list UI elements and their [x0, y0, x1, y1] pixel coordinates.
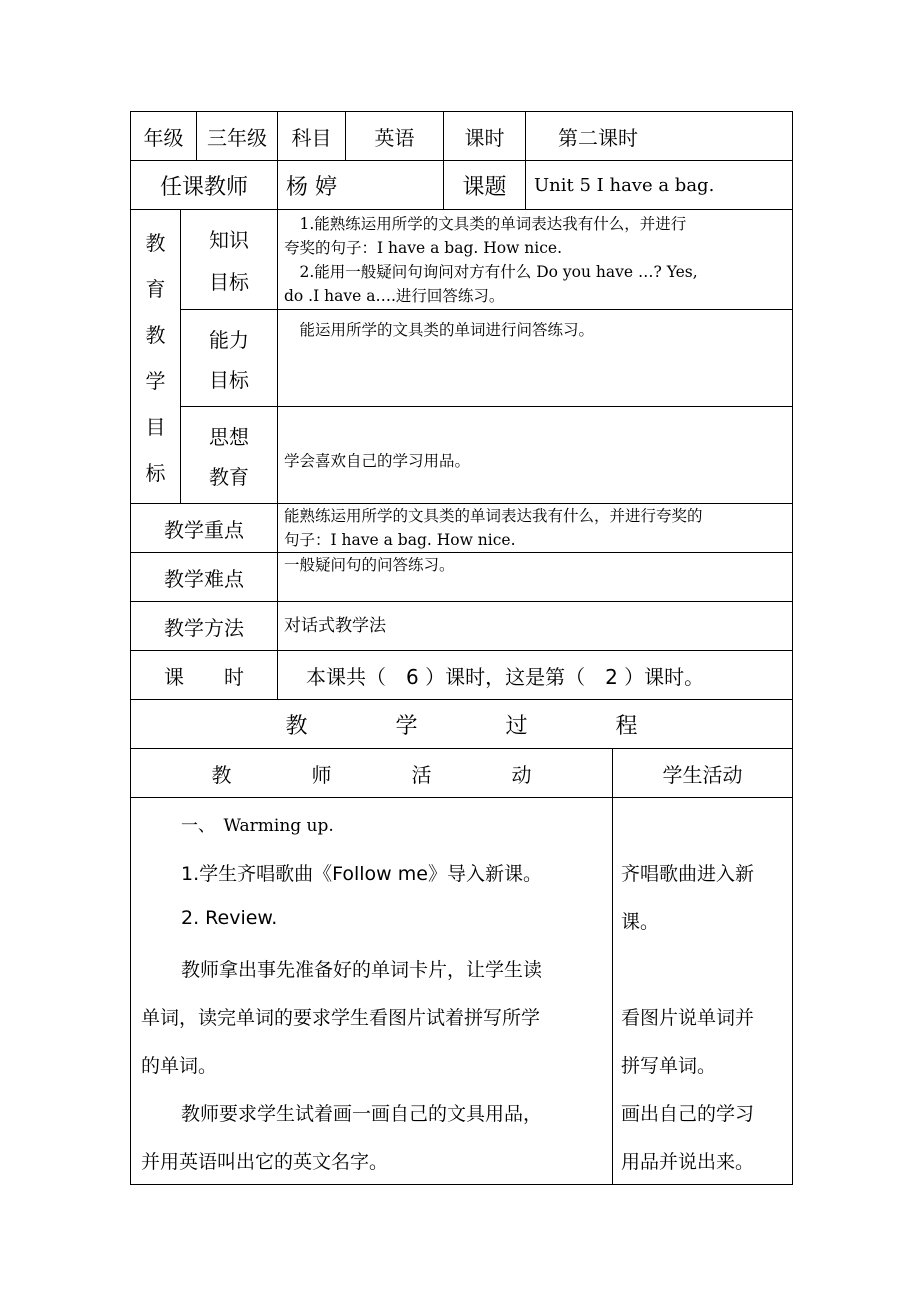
goals-label-char: 目 [145, 415, 166, 440]
text-line: 并用英语叫出它的英文名字。 [141, 1151, 389, 1173]
label-line: 知识 [209, 228, 249, 253]
goals-label-char: 标 [145, 461, 166, 486]
text-line: 拼写单词。 [621, 1055, 717, 1077]
goals-label-char: 学 [145, 369, 166, 394]
period-label: 课时 [443, 111, 526, 161]
ability-goal-text: 能运用所学的文具类的单词进行问答练习。 [277, 309, 793, 407]
text-line: 画出自己的学习 [621, 1103, 755, 1125]
label-line: 思想 [209, 424, 249, 449]
method-label: 教学方法 [130, 601, 278, 651]
goals-label [130, 209, 181, 504]
difficulty-label: 教学难点 [130, 552, 278, 602]
text-line: 看图片说单词并 [621, 1007, 755, 1029]
text-line: 夸奖的句子：I have a bag. How nice. [284, 239, 563, 257]
text-line: 2.能用一般疑问句询问对方有什么 Do you have …? Yes, [284, 263, 698, 281]
label-line: 能力 [209, 327, 249, 352]
text-line: 一、 Warming up. [181, 816, 334, 836]
subject-value: 英语 [345, 111, 444, 161]
period-value: 第二课时 [525, 111, 793, 161]
teacher-label: 任课教师 [130, 160, 278, 210]
label-line: 教育 [209, 464, 249, 489]
student-activity-header: 学生活动 [612, 748, 793, 798]
topic-label: 课题 [443, 160, 526, 210]
key-points-text [277, 503, 793, 553]
text-line: 1.学生齐唱歌曲《Follow me》导入新课。 [181, 863, 542, 885]
subject-label: 科目 [277, 111, 346, 161]
moral-goal-label [180, 406, 278, 504]
grade-label: 年级 [130, 111, 197, 161]
student-activity-cell [612, 797, 793, 1185]
goals-label-char: 教 [145, 230, 166, 255]
moral-goal-text: 学会喜欢自己的学习用品。 [277, 406, 793, 504]
text-line: 课。 [621, 911, 660, 933]
text-line: 2. Review. [181, 907, 278, 929]
knowledge-goal-text [277, 209, 793, 310]
key-points-label: 教学重点 [130, 503, 278, 553]
knowledge-goal-label [180, 209, 278, 310]
hours-label: 课 时 [130, 650, 278, 700]
text-line: 1.能熟练运用所学的文具类的单词表达我有什么，并进行 [284, 215, 687, 233]
grade-value: 三年级 [196, 111, 278, 161]
topic-value: Unit 5 I have a bag. [525, 160, 793, 210]
teacher-activity-cell [130, 797, 613, 1185]
difficulty-text: 一般疑问句的问答练习。 [277, 552, 793, 602]
text-line: 能熟练运用所学的文具类的单词表达我有什么，并进行夸奖的 [284, 507, 703, 525]
goals-label-char: 教 [145, 322, 166, 347]
text-line: 教师要求学生试着画一画自己的文具用品， [181, 1103, 543, 1125]
text-line: 的单词。 [141, 1055, 218, 1077]
label-line: 目标 [209, 367, 249, 392]
text-line: 句子：I have a bag. How nice. [284, 531, 516, 549]
text-line: 教师拿出事先准备好的单词卡片，让学生读 [181, 959, 543, 981]
process-title: 教 学 过 程 [130, 699, 793, 749]
text-line: 单词，读完单词的要求学生看图片试着拼写所学 [141, 1007, 541, 1029]
teacher-activity-header: 教 师 活 动 [130, 748, 613, 798]
text-line: 齐唱歌曲进入新 [621, 863, 755, 885]
goals-label-char: 育 [145, 276, 166, 301]
hours-text: 本课共（ 6 ）课时，这是第（ 2 ）课时。 [277, 650, 793, 700]
teacher-name: 杨 婷 [277, 160, 444, 210]
text-line: 用品并说出来。 [621, 1151, 755, 1173]
text-line: do .I have a….进行回答练习。 [284, 287, 505, 305]
label-line: 目标 [209, 269, 249, 294]
method-text: 对话式教学法 [277, 601, 793, 651]
ability-goal-label [180, 309, 278, 407]
